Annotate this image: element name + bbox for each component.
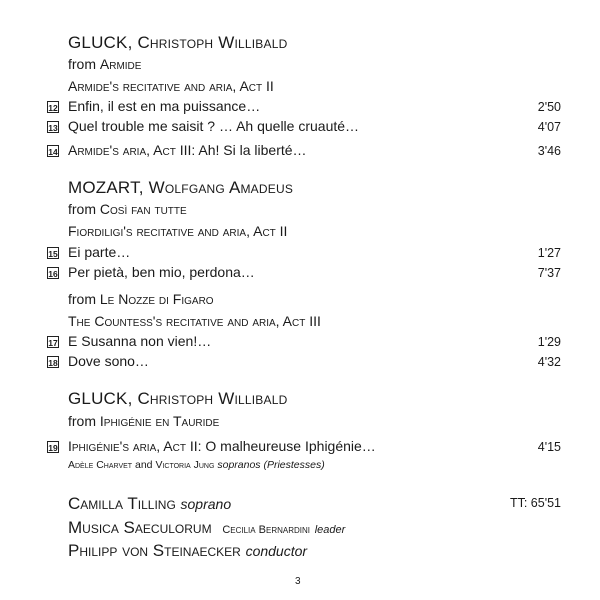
track-title-14: Armide's aria, Act III: Ah! Si la liberté… [68, 142, 307, 158]
track-number-18: 18 [48, 358, 58, 368]
track-duration-15: 1'27 [537, 246, 561, 260]
supporting-performers: Adèle Charvet and Victoria Jung sopranos (Priestesses) [68, 459, 325, 471]
work-line-figaro: from Le Nozze di Figaro [68, 291, 214, 307]
conductor-credit: Philipp von Steinaecker conductor [68, 541, 308, 560]
track-duration-17: 1'29 [537, 335, 561, 349]
track-duration-13: 4'07 [537, 120, 561, 134]
subtitle-fiordiligi: Fiordiligi's recitative and aria, Act II [68, 223, 288, 239]
total-time: TT: 65'51 [509, 496, 561, 510]
track-duration-16: 7'37 [537, 266, 561, 280]
subtitle-countess: The Countess's recitative and aria, Act III [68, 313, 321, 329]
track-number-14: 14 [48, 147, 58, 157]
track-number-16: 16 [48, 269, 58, 279]
soloist-credit: Camilla Tilling soprano [68, 494, 232, 513]
composer-heading-mozart: MOZART, Wolfgang Amadeus [68, 178, 294, 197]
page-number: 3 [295, 576, 301, 587]
track-title-18: Dove sono… [68, 353, 149, 369]
track-duration-18: 4'32 [537, 355, 561, 369]
track-duration-19: 4'15 [537, 440, 561, 454]
track-number-12: 12 [48, 103, 58, 113]
work-line-cosi: from Così fan tutte [68, 201, 187, 217]
track-number-19: 19 [48, 443, 58, 453]
track-duration-14: 3'46 [537, 144, 561, 158]
track-title-15: Ei parte… [68, 244, 131, 260]
track-title-17: E Susanna non vien!… [68, 333, 212, 349]
composer-heading-gluck-1: GLUCK, Christoph Willibald [68, 33, 288, 52]
track-title-12: Enfin, il est en ma puissance… [68, 98, 261, 114]
work-line-iphigenie: from Iphigénie en Tauride [68, 413, 220, 429]
ensemble-credit: Musica Saeculorum Cecilia Bernardini leader [68, 518, 346, 537]
track-number-13: 13 [48, 123, 58, 133]
track-title-19: Iphigénie's aria, Act II: O malheureuse Iphigénie… [68, 438, 376, 454]
track-title-16: Per pietà, ben mio, perdona… [68, 264, 255, 280]
track-number-17: 17 [48, 338, 58, 348]
track-number-15: 15 [48, 249, 58, 259]
work-line-armide: from Armide [68, 56, 142, 72]
composer-heading-gluck-2: GLUCK, Christoph Willibald [68, 389, 288, 408]
subtitle-armide-recitative: Armide's recitative and aria, Act II [68, 78, 274, 94]
track-title-13: Quel trouble me saisit ? … Ah quelle cruauté… [68, 118, 360, 134]
track-duration-12: 2'50 [537, 100, 561, 114]
